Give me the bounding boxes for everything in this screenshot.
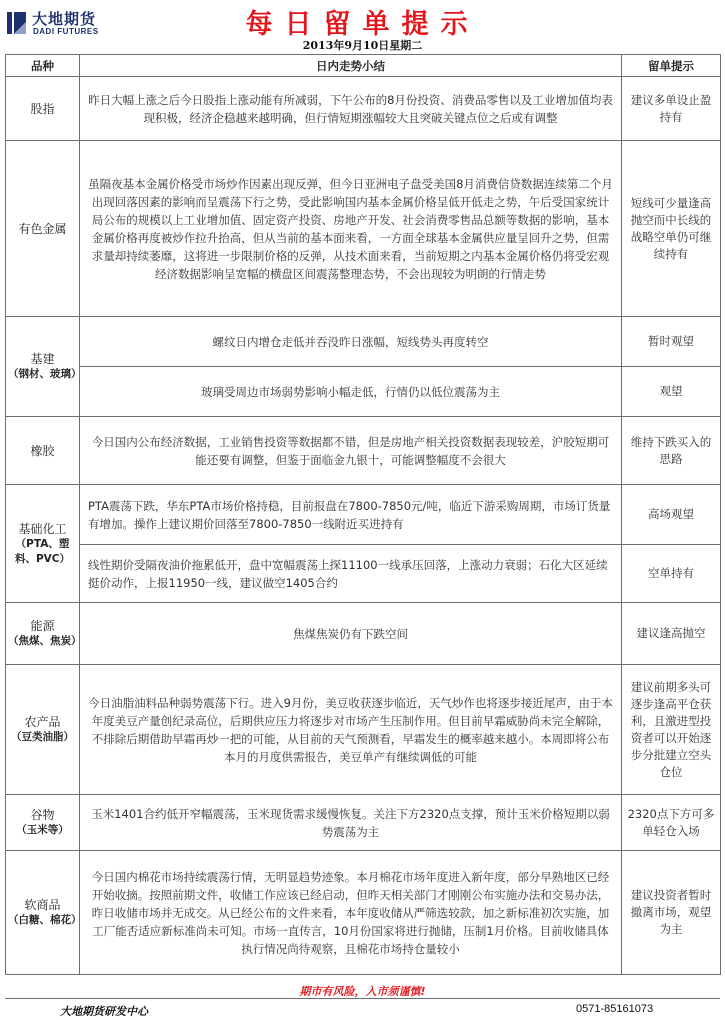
- table-row-glass: [6, 367, 721, 417]
- summary-glass: 玻璃受周边市场弱势影响小幅走低，行情仍以低位震荡为主: [80, 367, 622, 417]
- category-soft-name: 软商品: [24, 898, 61, 912]
- summary-stock-index: 昨日大幅上涨之后今日股指上涨动能有所减弱，下午公布的8月份投资、消费品零售以及工业增加值均表现积极，经济企稳越来越明确，但行情短期涨幅较大且突破关键点位之后或有调整: [80, 77, 622, 141]
- table-row-grain: [6, 795, 721, 851]
- footer-divider: [5, 998, 720, 999]
- summary-steel: 螺纹日内增仓走低并吞没昨日涨幅，短线势头再度转空: [80, 317, 622, 367]
- category-agri-sub: （豆类油脂）: [11, 731, 74, 743]
- category-rubber: 橡胶: [6, 417, 80, 485]
- category-grain-sub: （玉米等）: [16, 824, 69, 836]
- tip-stock-index: 建议多单设止盈持有: [622, 77, 721, 141]
- table-row-plastic: [6, 545, 721, 603]
- category-grain-name: 谷物: [30, 808, 55, 822]
- tip-agri: 建议前期多头可逐步逢高平仓获利，且激进型投资者可以开始逐步分批建立空头仓位: [622, 665, 721, 795]
- tip-steel: 暂时观望: [622, 317, 721, 367]
- table-header-row: [6, 55, 721, 77]
- tip-pta: 高场观望: [622, 485, 721, 545]
- summary-agri: 今日油脂油料品种弱势震荡下行。进入9月份，美豆收获逐步临近，天气炒作也将逐步接近尾声，由于本年度美豆产量创纪录高位，后期供应压力将逐步对市场产生压制作用。但目前早霜威胁尚未完全解除，不排除后期借助早霜再炒一把的可能，从目前的天气预测看，早霜发生的概率越来越小。本周即将公布本月的月度供需报告，美豆单产有继续调低的可能: [80, 665, 622, 795]
- category-soft-sub: （白糖、棉花）: [8, 914, 82, 926]
- category-grain: [6, 795, 80, 851]
- category-energy-sub: （焦煤、焦炭）: [8, 635, 82, 647]
- category-construction: [6, 317, 80, 417]
- table-row-metals: [6, 141, 721, 317]
- summary-energy: 焦煤焦炭仍有下跌空间: [80, 603, 622, 665]
- tip-grain: 2320点下方可多单轻仓入场: [622, 795, 721, 851]
- footer-phone: 0571-85161073: [576, 1003, 654, 1015]
- category-energy-name: 能源: [30, 619, 55, 633]
- logo-english-name: DADI FUTURES: [33, 27, 99, 36]
- category-agri: [6, 665, 80, 795]
- header-tip: 留单提示: [622, 55, 721, 77]
- category-energy: [6, 603, 80, 665]
- tip-glass: 观望: [622, 367, 721, 417]
- page-title: 每日留单提示: [245, 9, 480, 40]
- page-header: [0, 0, 725, 56]
- summary-rubber: 今日国内公布经济数据，工业销售投资等数据都不错，但是房地产相关投资数据表现较差，沪胶短期可能还要有调整，但鉴于面临金九银十，可能调整幅度不会很大: [80, 417, 622, 485]
- table-row-stock-index: [6, 77, 721, 141]
- category-chemicals: [6, 485, 80, 603]
- table-row-rubber: [6, 417, 721, 485]
- header-category: 品种: [6, 55, 80, 77]
- category-chemicals-sub: （PTA、塑料、PVC）: [14, 537, 71, 565]
- table-row-soft: [6, 851, 721, 975]
- category-metals: 有色金属: [6, 141, 80, 317]
- risk-warning: 期市有风险，入市须谨慎!: [299, 985, 426, 998]
- category-agri-name: 农产品: [24, 715, 61, 729]
- summary-pta: PTA震荡下跌，华东PTA市场价格持稳，目前报盘在7800-7850元/吨，临近下游采购周期，市场订货量有增加。操作上建议期价回落至7800-7850一线附近买进持有: [80, 485, 622, 545]
- table-row-energy: [6, 603, 721, 665]
- summary-metals: 虽隔夜基本金属价格受市场炒作因素出现反弹，但今日亚洲电子盘受美国8月消费信贷数据连续第二个月出现回落因素的影响而呈震荡下行之势，受此影响国内基本金属价格呈低开低走之势，午后受国家统计局公布的规模以上工业增加值、固定资产投资、房地产开发、社会消费零售品总额等数据的影响，基本金属价格再度被炒作拉升抬高，但从当前的基本面来看，一方面全球基本金属供应量呈回升之势，但需求量却持续萎靡，这将进一步限制价格的反弹，从技术面来看，当前短期之内基本金属价格仍将受宏观经济数据影响呈宽幅的横盘区间震荡整理态势，不会出现较为明朗的行情走势: [80, 141, 622, 317]
- category-soft: [6, 851, 80, 975]
- category-stock-index: 股指: [6, 77, 80, 141]
- table-row-steel: [6, 317, 721, 367]
- tip-metals: 短线可少量逢高抛空而中长线的战略空单仍可继续持有: [622, 141, 721, 317]
- tip-rubber: 维持下跌买入的思路: [622, 417, 721, 485]
- table-row-agri: [6, 665, 721, 795]
- summary-plastic: 线性期价受隔夜油价拖累低开，盘中宽幅震荡上探11100一线承压回落，上涨动力衰弱；石化大区延续挺价动作，上报11950一线，建议做空1405合约: [80, 545, 622, 603]
- summary-grain: 玉米1401合约低开窄幅震荡，玉米现货需求缓慢恢复。关注下方2320点支撑，预计玉米价格短期以弱势震荡为主: [80, 795, 622, 851]
- daily-tips-table: [5, 54, 721, 975]
- report-date: 2013年9月10日星期二: [302, 39, 423, 52]
- category-construction-name: 基建: [30, 352, 55, 366]
- tip-plastic: 空单持有: [622, 545, 721, 603]
- summary-soft: 今日国内棉花市场持续震荡行情，无明显趋势迹象。本月棉花市场年度进入新年度，部分早熟地区已经开始收摘。按照前期文件，收储工作应该已经启动，但昨天相关部门才刚刚公布实施办法和交易办法，昨日收储市场并无成交。从已经公布的文件来看，本年度收储从严筛选较款，加之新标准初次实施，加工厂能否适应新标准尚未可知。市场一直传言，10月份国家将进行抛储，压制1月价格。目前收储具体执行情况尚待观察，且棉花市场持仓量较小: [80, 851, 622, 975]
- header-summary: 日内走势小结: [80, 55, 622, 77]
- tip-energy: 建议逢高抛空: [622, 603, 721, 665]
- footer-organization: 大地期货研发中心: [60, 1005, 148, 1018]
- category-construction-sub: （钢材、玻璃）: [8, 368, 82, 380]
- category-chemicals-name: 基础化工: [18, 521, 67, 536]
- logo-chinese-name: 大地期货: [32, 10, 97, 28]
- table-row-pta: [6, 485, 721, 545]
- tip-soft: 建议投资者暂时撤离市场，观望为主: [622, 851, 721, 975]
